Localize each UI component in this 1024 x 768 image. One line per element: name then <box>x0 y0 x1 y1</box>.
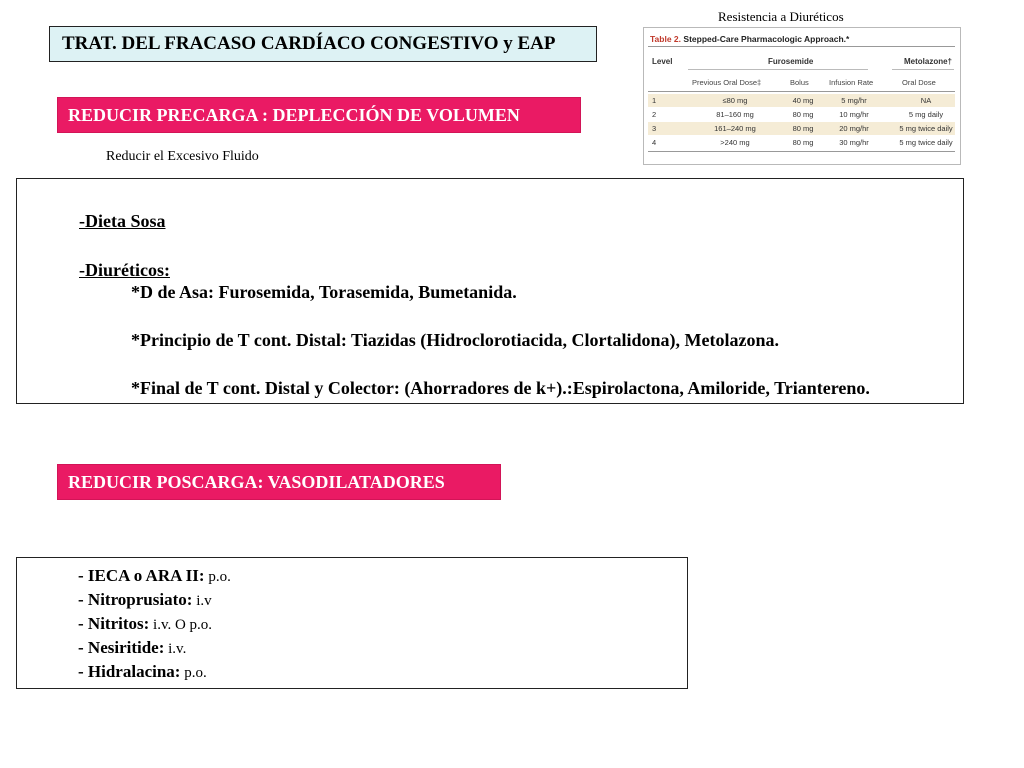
cell-level: 3 <box>652 124 657 133</box>
item-principio: *Principio de T cont. Distal: Tiazidas (Hidroclorotiacida, Clortalidona), Metolazona. <box>131 330 779 350</box>
drug-label: - Nitroprusiato: <box>78 590 193 609</box>
drug-route: i.v. O p.o. <box>149 617 213 633</box>
cell-infusion: 20 mg/hr <box>839 124 869 133</box>
drug-label: - Nitritos: <box>78 614 150 633</box>
cell-bolus: 80 mg <box>792 110 814 119</box>
precarga-heading: REDUCIR PRECARGA : DEPLECCIÓN DE VOLUMEN <box>57 97 581 133</box>
list-item <box>78 638 186 658</box>
drug-route: p.o. <box>204 569 231 585</box>
drug-route: i.v. <box>164 641 187 657</box>
cell-level: 2 <box>652 110 657 119</box>
table-caption: Resistencia a Diuréticos <box>718 9 844 24</box>
subheader-bolus: Bolus <box>790 78 809 87</box>
table-title-number: Table 2. <box>650 34 682 44</box>
table-row <box>648 136 955 149</box>
subheader-previous-oral-dose: Previous Oral Dose‡ <box>692 78 762 87</box>
drug-route: p.o. <box>180 665 207 681</box>
drug-label: - Nesiritide: <box>78 638 165 657</box>
item-dieta: -Dieta Sosa <box>79 211 166 231</box>
drug-label: - Hidralacina: <box>78 662 181 681</box>
cell-infusion: 30 mg/hr <box>839 138 869 147</box>
subheader-oral-dose: Oral Dose <box>902 78 936 87</box>
header-level: Level <box>652 57 673 66</box>
table-row <box>648 122 955 135</box>
list-item <box>78 590 212 610</box>
page-title: TRAT. DEL FRACASO CARDÍACO CONGESTIVO y EAP <box>49 26 597 62</box>
drug-route: i.v <box>192 593 212 609</box>
cell-previous-dose: 81–160 mg <box>716 110 754 119</box>
stepped-care-table <box>643 27 961 165</box>
list-item <box>78 614 212 634</box>
list-item <box>78 566 231 586</box>
precarga-content-box <box>16 178 964 404</box>
cell-oral-dose: 5 mg twice daily <box>899 138 953 147</box>
cell-level: 1 <box>652 96 657 105</box>
cell-previous-dose: 161–240 mg <box>714 124 756 133</box>
list-item <box>78 662 207 682</box>
poscarga-content-box <box>16 557 688 689</box>
header-metolazone: Metolazone† <box>904 57 953 66</box>
cell-oral-dose: NA <box>920 96 932 105</box>
cell-oral-dose: 5 mg twice daily <box>899 124 953 133</box>
cell-infusion: 5 mg/hr <box>841 96 867 105</box>
cell-level: 4 <box>652 138 657 147</box>
table-row <box>648 94 955 107</box>
cell-bolus: 80 mg <box>792 138 814 147</box>
cell-bolus: 40 mg <box>792 96 814 105</box>
table-title-text: Stepped-Care Pharmacologic Approach.* <box>683 34 850 44</box>
cell-oral-dose: 5 mg daily <box>908 110 944 119</box>
cell-infusion: 10 mg/hr <box>839 110 869 119</box>
cell-previous-dose: >240 mg <box>720 138 750 147</box>
precarga-caption: Reducir el Excesivo Fluido <box>106 149 259 164</box>
drug-label: - IECA o ARA II: <box>78 566 205 585</box>
item-final: *Final de T cont. Distal y Colector: (Ahorradores de k+).:Espirolactona, Amiloride, Triantereno. <box>131 378 870 398</box>
cell-bolus: 80 mg <box>792 124 814 133</box>
cell-previous-dose: ≤80 mg <box>722 96 748 105</box>
item-asa: *D de Asa: Furosemida, Torasemida, Bumetanida. <box>131 282 517 302</box>
table-row <box>648 108 955 121</box>
poscarga-heading: REDUCIR POSCARGA: VASODILATADORES <box>57 464 501 500</box>
header-furosemide: Furosemide <box>768 57 814 66</box>
subheader-infusion-rate: Infusion Rate <box>829 78 874 87</box>
item-diureticos: -Diuréticos: <box>79 260 170 280</box>
table-title <box>650 34 849 44</box>
